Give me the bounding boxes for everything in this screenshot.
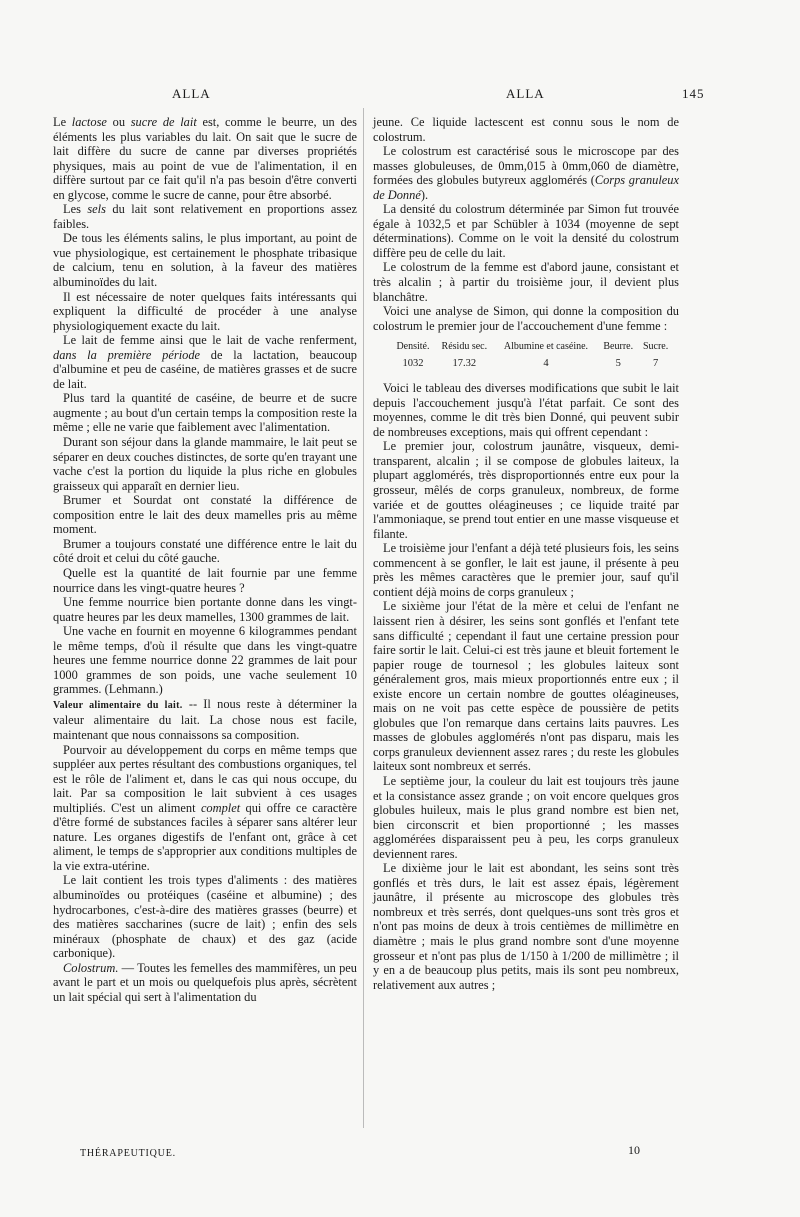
paragraph: Voici le tableau des diverses modifications que subit le lait depuis l'accouchement jusqu'à l'état parfait. Ce sont des moyennes, comme le dit très bien Donné, qui peuvent subir de nombreuses exceptions, mais qui offrent cependant :	[373, 381, 679, 439]
table-header-cell: Résidu sec.	[441, 341, 488, 353]
paragraph: Le septième jour, la couleur du lait est toujours très jaune et la consistance assez grande ; on voit encore quelques gros globules huileux, mais le plus grand nombre est bien net, bien circonscrit et bien proportionné ; les masses agglomérées disparaissent peu à peu, les corps granuleux deviennent rares.	[373, 773, 679, 861]
paragraph: Le lactose ou sucre de lait est, comme le beurre, un des éléments les plus variables du lait. On sait que le sucre de lait diffère du sucre de canne par diverses propriétés physiques, mais au point de vue de l'alimentation, il en diffère surtout par ce fait qu'il n'a pas besoin d'être converti en glycose, comme le sucre de canne, pour être absorbé.	[53, 115, 357, 202]
paragraph: Quelle est la quantité de lait fournie par une femme nourrice dans les vingt-quatre heures ?	[53, 565, 357, 595]
running-head-left: ALLA	[172, 86, 211, 101]
table-header-cell: Sucre.	[642, 341, 669, 353]
paragraph: Le lait contient les trois types d'aliments : des matières albuminoïdes ou protéiques (caséine et albumine) ; des hydrocarbones, c'est-à-dire des matières grasses (beurre) et des matières saccharines (sucre de lait) ; enfin des sels minéraux (phosphate de chaux) et des gaz (acide carbonique).	[53, 873, 357, 961]
analysis-table	[391, 341, 673, 369]
page-number: 145	[682, 86, 705, 101]
paragraph: Le troisième jour l'enfant a déjà teté plusieurs fois, les seins commencent à se gonfler, le lait est jaune, il présente à peu près les mêmes caractères que le premier jour, sauf qu'il contient déjà moins de corps granuleux ;	[373, 541, 679, 599]
paragraph: Une femme nourrice bien portante donne dans les vingt-quatre heures par les deux mamelles, 1300 grammes de lait.	[53, 595, 357, 624]
section-paragraph: Valeur alimentaire du lait. -- Il nous reste à déterminer la valeur alimentaire du lait. La chose nous est facile, maintenant que nous connaissons sa composition.	[53, 696, 357, 742]
paragraph: Le sixième jour l'état de la mère et celui de l'enfant ne laissent rien à désirer, les seins sont gonflés et l'enfant tete sans difficulté ; cependant il faut une certaine pression pour faire sortir le lait. Celui-ci est très jaune et bleuit fortement le papier rouge de tournesol ; les globules laiteux sont généralement gros, mais mieux proportionnés entre eux ; il existe encore un certain nombre de gouttes oléagineuses, mais on ne voit pas cette espèce de poussière de petits globules que l'on remarque dans certains laits pauvres. Les masses de globules agglomérés n'ont pas disparu, mais les corps granuleux deviennent assez rares ; du reste les globules laiteux sont nombreux et serrés.	[373, 599, 679, 774]
footer-signature-number: 10	[628, 1143, 640, 1157]
paragraph: Le lait de femme ainsi que le lait de vache renferment, dans la première période de la lactation, beaucoup d'albumine et peu de caséine, de matières grasses et de sucre de lait.	[53, 333, 357, 391]
table-cell: 17.32	[452, 358, 477, 370]
table-header-row	[391, 341, 673, 352]
paragraph: Le premier jour, colostrum jaunâtre, visqueux, demi-transparent, alcalin ; il se compose de globules laiteux, la plupart agglomérés, très disproportionnés entre eux pour la grosseur, mêlés de corps granuleux, nombreux, de forme variée et de gouttes oléagineuses ; ce liquide traité par l'ammoniaque, se prend tout entier en une masse visqueuse et filante.	[373, 439, 679, 541]
table-header-cell: Albumine et caséine.	[503, 341, 589, 353]
paragraph: Le colostrum de la femme est d'abord jaune, consistant et très alcalin ; à partir du troisième jour, il devient plus blanchâtre.	[373, 260, 679, 304]
paragraph: Le colostrum est caractérisé sous le microscope par des masses globuleuses, de 0mm,015 à 0mm,060 de diamètre, formées des globules butyreux agglomérés (Corps granuleux de Donné).	[373, 144, 679, 202]
paragraph: De tous les éléments salins, le plus important, au point de vue physiologique, est certainement le phosphate tribasique de calcium, tenu en solution, à la faveur des matières albuminoïdes du lait.	[53, 231, 357, 290]
paragraph: Pourvoir au développement du corps en même temps que suppléer aux pertes résultant des combustions organiques, tel est le rôle de l'aliment et, dans le cas qui nous occupe, du lait. Par sa composition le lait subvient à ces usages multipliés. C'est un aliment complet qui offre ce caractère d'être formé de substances faciles à séparer sans altérer leur nature. Les organes digestifs de l'enfant ont, grâce à cet aliment, le temps de s'approprier aux conditions multiples de la vie extra-utérine.	[53, 742, 357, 873]
left-column	[53, 115, 357, 1004]
table-cell: 5	[615, 358, 621, 370]
table-header-cell: Beurre.	[603, 341, 634, 353]
paragraph: jeune. Ce liquide lactescent est connu sous le nom de colostrum.	[373, 115, 679, 144]
paragraph: Durant son séjour dans la glande mammaire, le lait peut se séparer en deux couches distinctes, de sorte qu'en trayant une vache c'est la portion du liquide la plus riche en globules graisseux qui apparaît en dernier lieu.	[53, 435, 357, 493]
paragraph: Brumer et Sourdat ont constaté la différence de composition entre le lait des deux mamelles pris au même moment.	[53, 493, 357, 537]
column-rule	[363, 108, 364, 1128]
paragraph: Il est nécessaire de noter quelques faits intéressants qui expliquent la difficulté de procéder à une analyse physiologiquement exacte du lait.	[53, 289, 357, 333]
running-head-center: ALLA	[506, 86, 545, 101]
table-cell: 1032	[402, 358, 424, 370]
paragraph: Plus tard la quantité de caséine, de beurre et de sucre augmente ; au bout d'un certain temps la composition reste la même ; elle ne varie que faiblement avec l'alimentation.	[53, 391, 357, 435]
paragraph: Le dixième jour le lait est abondant, les seins sont très gonflés et très durs, le lait est assez épais, légèrement jaunâtre, il présente au microscope des globules très nombreux et très serrés, dont quelques-uns sont très gros et n'ont pas moins de deux à trois centièmes de millimètre en diamètre ; mais le plus grand nombre sont d'une moyenne grosseur et n'ont pas plus de 1/150 à 1/200 de millimètre ; il y en a de beaucoup plus petits, mais ils sont peu nombreux, relativement aux autres ;	[373, 861, 679, 992]
footer-signature-title: THÉRAPEUTIQUE.	[80, 1148, 176, 1159]
paragraph: Une vache en fournit en moyenne 6 kilogrammes pendant le même temps, d'où il résulte que dans les vingt-quatre heures une femme nourrice donne 22 grammes de lait pour 1000 grammes de son poids, une vache seulement 10 grammes. (Lehmann.)	[53, 624, 357, 697]
paragraph: Voici une analyse de Simon, qui donne la composition du colostrum le premier jour de l'accouchement d'une femme :	[373, 304, 679, 333]
table-row	[391, 352, 673, 369]
paragraph: Colostrum. — Toutes les femelles des mammifères, un peu avant le part et un mois ou quelquefois plus après, sécrètent un lait spécial qui sert à l'alimentation du	[53, 960, 357, 1004]
table-cell: 4	[543, 358, 549, 370]
paragraph: La densité du colostrum déterminée par Simon fut trouvée égale à 1032,5 et par Schübler à 1034 (moyenne de sept déterminations). Comme on le voit la densité du colostrum diffère peu de celle du lait.	[373, 202, 679, 260]
paragraph: Les sels du lait sont relativement en proportions assez faibles.	[53, 202, 357, 231]
right-column	[373, 115, 679, 992]
table-cell: 7	[652, 358, 659, 370]
table-header-cell: Densité.	[396, 341, 430, 353]
section-heading-runin: Valeur alimentaire du lait.	[53, 699, 183, 711]
paragraph: Brumer a toujours constaté une différence entre le lait du côté droit et celui du côté gauche.	[53, 536, 357, 566]
